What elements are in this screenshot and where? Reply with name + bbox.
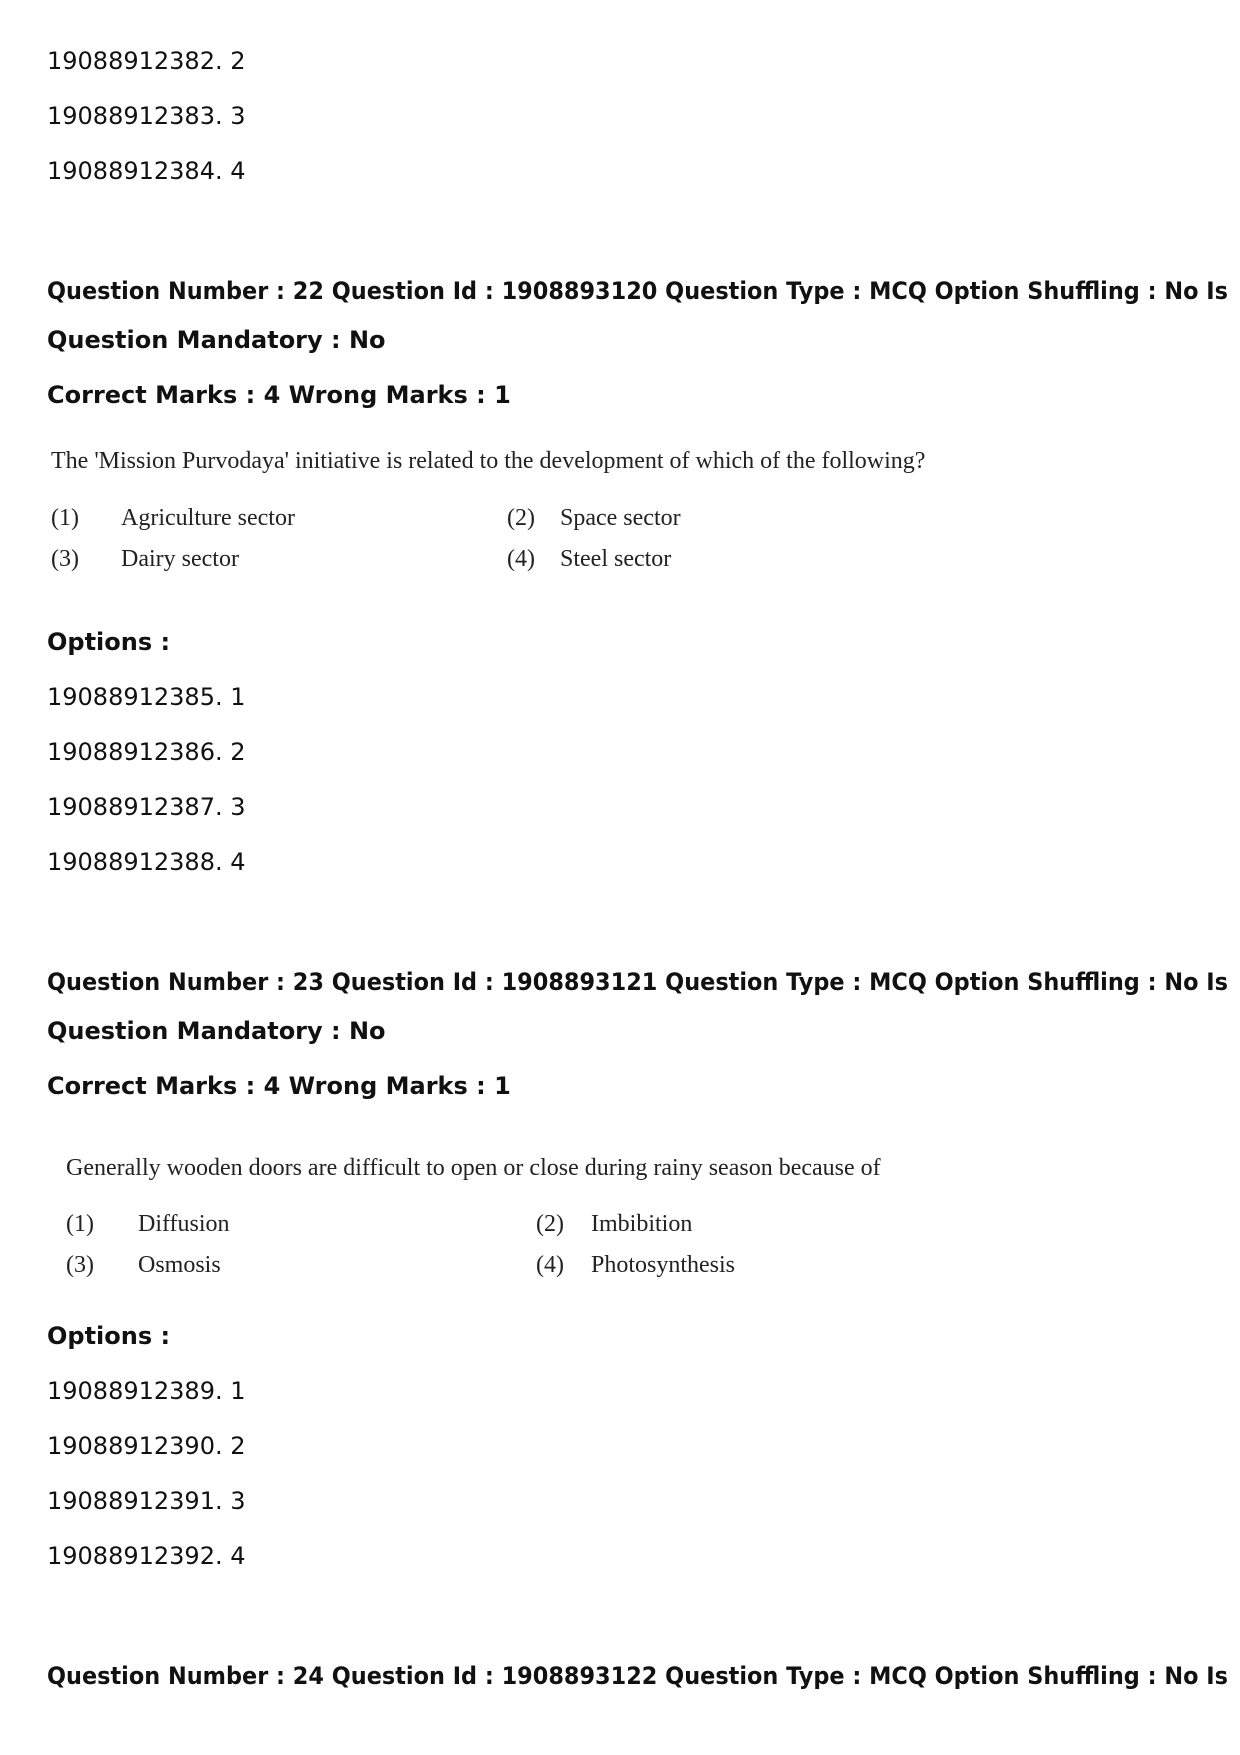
choice-text: Diffusion xyxy=(138,1211,230,1237)
option-item: 19088912386. 2 xyxy=(47,738,246,766)
option-item: 19088912382. 2 xyxy=(47,47,246,75)
question-text: Generally wooden doors are difficult to open or close during rainy season because of xyxy=(66,1155,881,1181)
choice-number: (2) xyxy=(536,1211,564,1237)
choice-text: Photosynthesis xyxy=(591,1252,736,1278)
option-item: 19088912383. 3 xyxy=(47,102,246,130)
question-header: Question Number : 22 Question Id : 1908893120 Question Type : MCQ Option Shuffling : No Is xyxy=(47,277,1228,305)
choice-text: Agriculture sector xyxy=(121,505,295,531)
question-header-continued: Question Mandatory : No xyxy=(47,326,386,354)
question-text: The 'Mission Purvodaya' initiative is related to the development of which of the following? xyxy=(51,448,926,474)
choice-number: (2) xyxy=(507,505,535,531)
choice-number: (1) xyxy=(66,1211,94,1237)
choice-number: (1) xyxy=(51,505,79,531)
choice-text: Osmosis xyxy=(138,1252,221,1278)
question-marks: Correct Marks : 4 Wrong Marks : 1 xyxy=(47,381,511,409)
choice-text: Imbibition xyxy=(591,1211,693,1237)
choice-text: Steel sector xyxy=(560,546,672,572)
choice-number: (4) xyxy=(507,546,535,572)
question-header: Question Number : 23 Question Id : 1908893121 Question Type : MCQ Option Shuffling : No Is xyxy=(47,968,1228,996)
option-item: 19088912387. 3 xyxy=(47,793,246,821)
choice-text: Space sector xyxy=(560,505,681,531)
choice-text: Dairy sector xyxy=(121,546,239,572)
choice-number: (3) xyxy=(51,546,79,572)
question-header-continued: Question Mandatory : No xyxy=(47,1017,386,1045)
option-item: 19088912392. 4 xyxy=(47,1542,246,1570)
option-item: 19088912388. 4 xyxy=(47,848,246,876)
question-marks: Correct Marks : 4 Wrong Marks : 1 xyxy=(47,1072,511,1100)
choice-number: (3) xyxy=(66,1252,94,1278)
option-item: 19088912385. 1 xyxy=(47,683,246,711)
option-item: 19088912391. 3 xyxy=(47,1487,246,1515)
options-label: Options : xyxy=(47,1322,171,1350)
choice-number: (4) xyxy=(536,1252,564,1278)
option-item: 19088912384. 4 xyxy=(47,157,246,185)
option-item: 19088912390. 2 xyxy=(47,1432,246,1460)
options-label: Options : xyxy=(47,628,171,656)
question-header: Question Number : 24 Question Id : 1908893122 Question Type : MCQ Option Shuffling : No Is xyxy=(47,1662,1228,1690)
option-item: 19088912389. 1 xyxy=(47,1377,246,1405)
